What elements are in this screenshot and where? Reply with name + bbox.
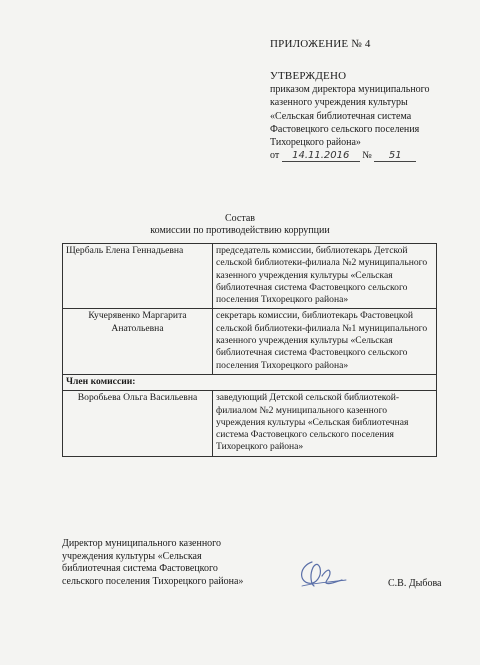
director-line: Директор муниципального казенного — [62, 538, 222, 549]
commission-table — [62, 243, 437, 457]
order-number: 51 — [374, 150, 416, 162]
member-role: заведующий Детской сельской библиотекой-филиалом №2 муниципального казенного учреждения культуры «Сельская библиотечная система Фастовецкого сельского поселения Тихорецкого района» — [213, 391, 437, 456]
member-name: Щербаль Елена Геннадьевна — [63, 244, 213, 309]
director-line: библиотечная система Фастовецкого — [62, 563, 218, 575]
section-row — [63, 374, 437, 390]
title-line: комиссии по противодействию коррупции — [150, 225, 330, 236]
title-line: Состав — [224, 213, 255, 224]
approval-heading: УТВЕРЖДЕНО — [270, 70, 347, 82]
approval-line: Тихорецкого района» — [270, 137, 361, 149]
order-date-line — [270, 149, 470, 162]
appendix-label: ПРИЛОЖЕНИЕ № 4 — [270, 38, 371, 50]
approval-block — [270, 70, 470, 162]
section-label: Член комиссии: — [63, 374, 437, 390]
approval-line: казенного учреждения культуры — [270, 97, 408, 109]
director-block — [62, 538, 282, 588]
member-role: председатель комиссии, библиотекарь Детской сельской библиотеки-филиала №2 муниципального казенного учреждения культуры «Сельская библиотечная система Фастовецкого сельского поселения Тихорецкого района» — [213, 244, 437, 309]
director-line: учреждения культуры «Сельская — [62, 550, 202, 562]
signature-icon — [292, 556, 348, 590]
order-date: 14.11.2016 — [282, 150, 360, 162]
table-row — [63, 391, 437, 456]
member-name: Воробьева Ольга Васильевна — [63, 391, 213, 456]
table-row — [63, 244, 437, 309]
number-prefix: № — [362, 150, 372, 162]
approval-line: Фастовецкого сельского поселения — [270, 123, 420, 135]
date-prefix: от — [270, 150, 280, 162]
director-line: сельского поселения Тихорецкого района» — [62, 575, 244, 587]
approval-line: приказом директора муниципального — [270, 84, 430, 96]
member-name: Кучерявенко Маргарита Анатольевна — [63, 309, 213, 374]
signer-name: С.В. Дыбова — [388, 578, 442, 589]
approval-line: «Сельская библиотечная система — [270, 110, 412, 122]
table-row — [63, 309, 437, 374]
member-role: секретарь комиссии, библиотекарь Фастовецкой сельской библиотеки-филиала №1 муниципального казенного учреждения культуры «Сельская библиотечная система Фастовецкого сельского поселения Тихорецкого района» — [213, 309, 437, 374]
document-title — [0, 213, 480, 237]
